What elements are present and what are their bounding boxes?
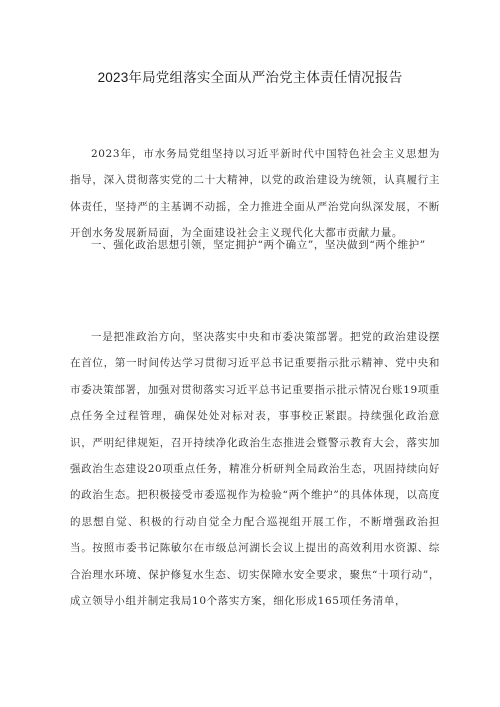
document-title: 2023年局党组落实全面从严治党主体责任情况报告 — [97, 70, 403, 85]
paragraph-text: 2023年，市水务局党组坚持以习近平新时代中国特色社会主义思想为指导，深入贯彻落实党的二十大精神，以党的政治建设为统领，认真履行主体责任，坚持严的主基调不动摇，全力推进全面从严治党向纵深发展，不断开创水务发展新局面，为全面建设社会主义现代化大都市贡献力量。 — [70, 148, 440, 240]
section-heading-one — [70, 232, 440, 258]
paragraph-text: 一是把准政治方向，坚决落实中央和市委决策部署。把党的政治建设摆在首位，第一时间传达学习贯彻习近平总书记重要指示批示精神、党中央和市委决策部署，加强对贯彻落实习近平总书记重要指示批示情况台账19项重点任务全过程管理，确保处处对标对表，事事校正紧跟。持续强化政治意识，严明纪律规矩，召开持续净化政治生态推进会暨警示教育大会，落实加强政治生态建设20项重点任务，精准分析研判全局政治生态，巩固持续向好的政治生态。把积极接受市委巡视作为检验“两个维护”的具体体现，以高度的思想自觉、积极的行动自觉全力配合巡视组开展工作，不断增强政治担当。按照市委书记陈敏尔在市级总河湖长会议上提出的高效利用水资源、综合治理水环境、保护修复水生态、切实保障水安全要求，聚焦“十项行动”，成立领导小组并制定我局10个落实方案，细化形成165项任务清单， — [70, 331, 440, 608]
paragraph-political-direction — [70, 324, 440, 614]
section-heading-text: 一、强化政治思想引领，坚定拥护“两个确立”，坚决做到“两个维护” — [91, 239, 426, 251]
paragraph-intro — [70, 141, 440, 247]
